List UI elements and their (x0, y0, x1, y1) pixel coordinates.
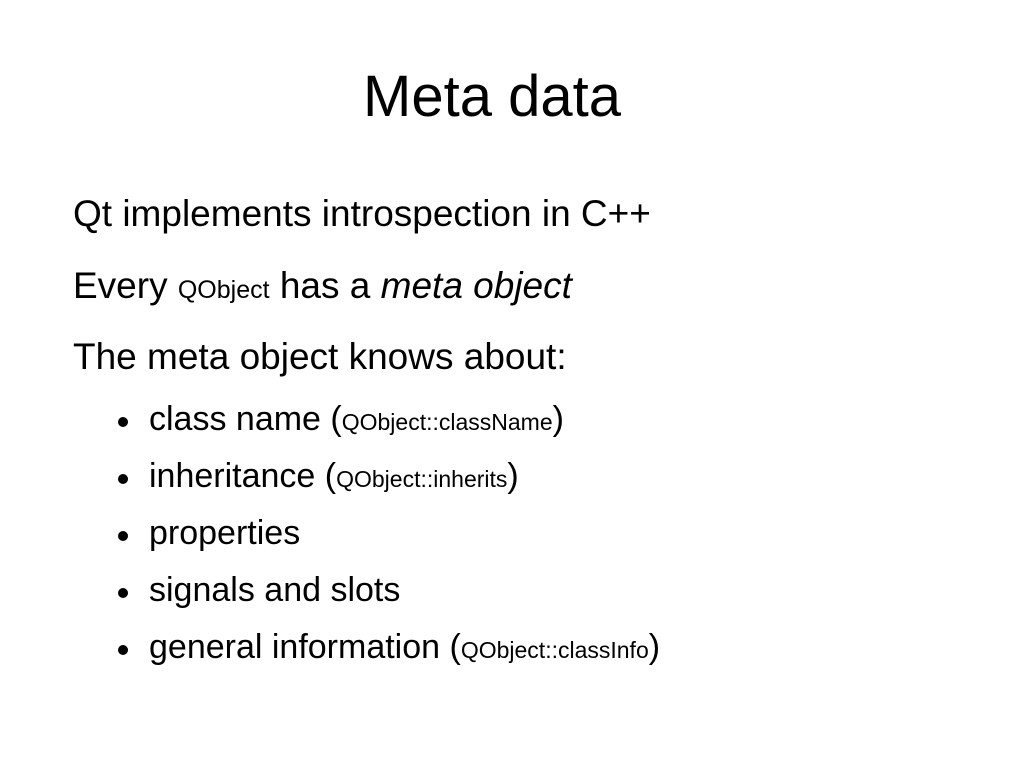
paragraph-introspection-text: Qt implements introspection in C++ (73, 193, 651, 234)
bullet-dot-icon (118, 645, 128, 655)
paragraph-knows-about (73, 335, 567, 379)
meta-object-emphasis: meta object (380, 265, 572, 306)
bullet-item-signals-and-slots (0, 570, 900, 610)
paragraph-knows-about-text: The meta object knows about: (73, 336, 567, 377)
bullet-item-text (149, 513, 300, 553)
bullet-code: QObject::inherits (336, 466, 508, 492)
bullet-item-text (149, 570, 400, 610)
bullet-dot-icon (118, 531, 128, 541)
bullet-label: class name ( (149, 400, 342, 438)
bullet-item-properties (0, 513, 900, 553)
bullet-item-inheritance (0, 456, 900, 496)
bullet-item-class-name (0, 399, 900, 439)
bullet-item-text (149, 456, 519, 499)
bullet-dot-icon (118, 417, 128, 427)
bullet-dot-icon (118, 588, 128, 598)
bullet-code: QObject::className (341, 409, 553, 435)
bullet-label: inheritance ( (149, 457, 337, 495)
bullet-label: signals and slots (149, 571, 401, 609)
paragraph-meta-object (73, 264, 572, 312)
bullet-close: ) (507, 457, 519, 495)
qobject-code: QObject (177, 276, 270, 304)
bullet-code: QObject::classInfo (460, 637, 649, 663)
paragraph-meta-object-before: Every (73, 265, 178, 306)
paragraph-introspection (73, 192, 651, 236)
bullet-dot-icon (118, 474, 128, 484)
bullet-label: general information ( (149, 628, 461, 666)
bullet-item-text (149, 627, 660, 670)
slide-title: Meta data (363, 64, 621, 129)
bullet-close: ) (648, 628, 661, 666)
paragraph-meta-object-middle: has a (269, 265, 381, 306)
bullet-close: ) (552, 400, 564, 438)
bullet-item-text (149, 399, 564, 442)
bullet-label: properties (149, 514, 301, 552)
bullet-item-general-information (0, 627, 900, 667)
